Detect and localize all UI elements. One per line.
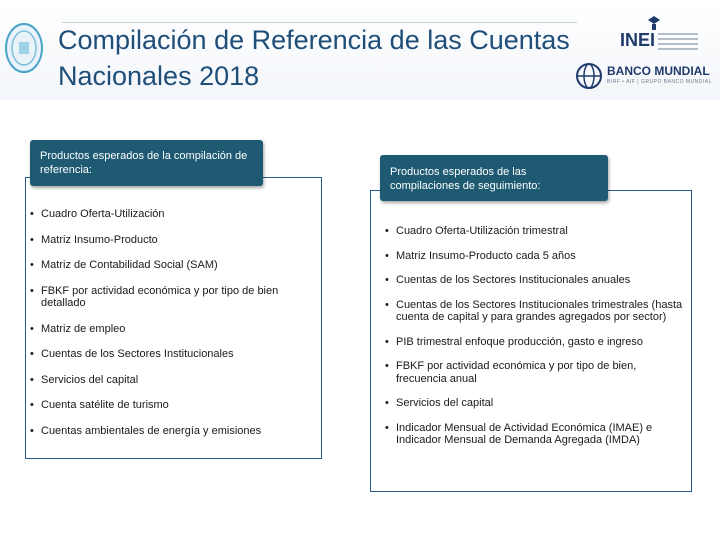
list-item: • Cuadro Oferta-Utilización bbox=[30, 208, 165, 220]
seal-icon bbox=[4, 22, 44, 74]
left-box-heading: Productos esperados de la compilación de referencia: bbox=[30, 140, 263, 186]
list-item: • Cuadro Oferta-Utilización trimestral bbox=[385, 225, 568, 237]
list-item: • Cuentas ambientales de energía y emisiones bbox=[30, 424, 262, 437]
left-products-list bbox=[30, 208, 315, 450]
list-item: • Cuenta satélite de turismo bbox=[30, 399, 169, 411]
title-line-1: Compilación de Referencia de las Cuentas bbox=[58, 25, 570, 55]
world-bank-name: BANCO MUNDIAL bbox=[607, 64, 710, 78]
right-products-list bbox=[385, 225, 685, 459]
list-item: • Matriz de Contabilidad Social (SAM) bbox=[30, 259, 218, 271]
list-item: • Indicador Mensual de Actividad Económica (IMAE) e Indicador Mensual de Demanda Agregada (IMDA) bbox=[385, 421, 653, 446]
list-item: • Servicios del capital bbox=[30, 373, 139, 386]
inei-mark-icon bbox=[648, 16, 660, 30]
list-item: • PIB trimestral enfoque producción, gasto e ingreso bbox=[385, 335, 644, 348]
globe-icon bbox=[575, 62, 603, 90]
world-bank-logo bbox=[575, 62, 715, 94]
title-line-2: Nacionales 2018 bbox=[58, 61, 260, 91]
inei-wordmark: INEI bbox=[620, 30, 656, 50]
inei-tagline bbox=[658, 30, 698, 53]
page-title bbox=[58, 22, 618, 94]
list-item: • Cuentas de los Sectores Institucionales bbox=[30, 348, 234, 360]
list-item: • Servicios del capital bbox=[385, 397, 494, 409]
list-item: • FBKF por actividad económica y por tipo de bien, frecuencia anual bbox=[385, 360, 637, 385]
world-bank-subtitle: BIRF • AIF | GRUPO BANCO MUNDIAL bbox=[607, 79, 712, 85]
list-item: • Matriz de empleo bbox=[30, 322, 126, 335]
right-box-heading: Productos esperados de las compilaciones de seguimiento: bbox=[380, 155, 608, 201]
list-item: • FBKF por actividad económica y por tipo de bien detallado bbox=[30, 284, 279, 309]
inei-logo bbox=[620, 16, 700, 56]
list-item: • Matriz Insumo-Producto bbox=[30, 233, 158, 246]
list-item: • Matriz Insumo-Producto cada 5 años bbox=[385, 249, 576, 262]
list-item: • Cuentas de los Sectores Institucionales trimestrales (hasta cuenta de capital y para grandes agregados por sector) bbox=[385, 298, 683, 323]
list-item: • Cuentas de los Sectores Institucionales anuales bbox=[385, 274, 631, 286]
